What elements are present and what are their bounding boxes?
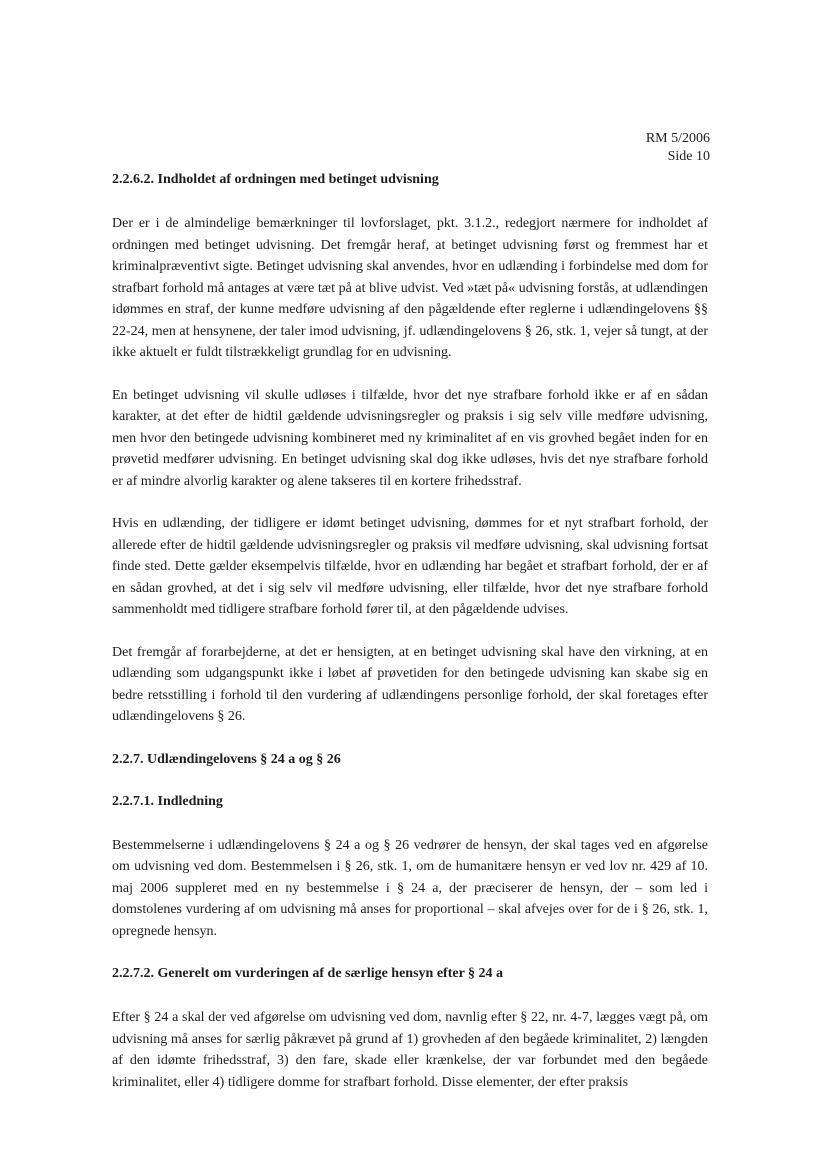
body-paragraph: Efter § 24 a skal der ved afgørelse om udvisning ved dom, navnlig efter § 22, nr. 4-7, lægges vægt på, om udvisning må anses for særlig påkrævet på grund af 1) grovheden af den begåede kriminalitet, 2) længden af den idømte frihedsstraf, 3) den fare, skade eller krænkelse, der var forbundet med den begåede kriminalitet, eller 4) tidligere domme for strafbart forhold. Disse elementer, der efter praksis <box>112 1010 708 1090</box>
subsection-heading: 2.2.7.2. Generelt om vurderingen af de særlige hensyn efter § 24 a <box>112 966 504 981</box>
page-number: Side 10 <box>667 149 710 164</box>
body-paragraph: Hvis en udlænding, der tidligere er idømt betinget udvisning, dømmes for et nyt strafbart forhold, der allerede efter de hidtil gældende udvisningsregler og praksis vil medføre udvisning, skal udvisning fortsat finde sted. Dette gælder eksempelvis tilfælde, hvor en udlænding har begået et strafbart forhold, der er af en sådan grovhed, at det i sig selv vil medføre udvisning, eller tilfælde, hvor det nye strafbare forhold sammenholdt med tidligere strafbare forhold fører til, at den pågældende udvises. <box>112 516 708 617</box>
body-paragraph: Det fremgår af forarbejderne, at det er hensigten, at en betinget udvisning skal have den virkning, at en udlænding som udgangspunkt ikke i løbet af prøvetiden for den betingede udvisning kan skabe sig en bedre retsstilling i forhold til den vurdering af udlændingens personlige forhold, der skal foretages efter udlændingelovens § 26. <box>112 644 708 724</box>
document-reference: RM 5/2006 <box>645 131 710 146</box>
page-header <box>646 130 710 166</box>
subsection-heading: 2.2.7.1. Indledning <box>112 793 223 809</box>
section-heading: 2.2.6.2. Indholdet af ordningen med betinget udvisning <box>112 172 439 187</box>
document-body <box>112 170 708 1093</box>
body-paragraph: Bestemmelserne i udlændingelovens § 24 a og § 26 vedrører de hensyn, der skal tages ved en afgørelse om udvisning ved dom. Bestemmelsen i § 26, stk. 1, om de humanitære hensyn er ved lov nr. 429 af 10. maj 2006 suppleret med en ny bestemmelse i § 24 a, der præciserer de hensyn, der – som led i domstolenes vurdering af om udvisning må anses for proportional – skal afvejes over for de i § 26, stk. 1, opregnede hensyn. <box>112 837 708 939</box>
section-heading: 2.2.7. Udlændingelovens § 24 a og § 26 <box>112 751 341 767</box>
body-paragraph: En betinget udvisning vil skulle udløses i tilfælde, hvor det nye strafbare forhold ikke er af en sådan karakter, at det efter de hidtil gældende udvisningsregler og praksis i sig selv ville medføre udvisning, men hvor den betingede udvisning kombineret med ny kriminalitet af en vis grovhed begået inden for en prøvetid medfører udvisning. En betinget udvisning skal dog ikke udløses, hvis det nye strafbare forhold er af mindre alvorlig karakter og alene takseres til en kortere frihedsstraf. <box>112 387 708 489</box>
body-paragraph: Der er i de almindelige bemærkninger til lovforslaget, pkt. 3.1.2., redegjort nærmere for indholdet af ordningen med betinget udvisning. Det fremgår heraf, at betinget udvisning først og fremmest har et kriminalpræventivt sigte. Betinget udvisning skal anvendes, hvor en udlænding i forbindelse med dom for strafbart forhold må antages at være tæt på at blive udvist. Ved »tæt på« udvisning forstås, at udlændingen idømmes en straf, der kunne medføre udvisning af den pågældende efter reglerne i udlændingelovens §§ 22-24, men at hensynene, der taler imod udvisning, jf. udlændingelovens § 26, stk. 1, vejer så tungt, at der ikke aktuelt er fuldt tilstrækkeligt grundlag for en udvisning. <box>112 216 708 360</box>
